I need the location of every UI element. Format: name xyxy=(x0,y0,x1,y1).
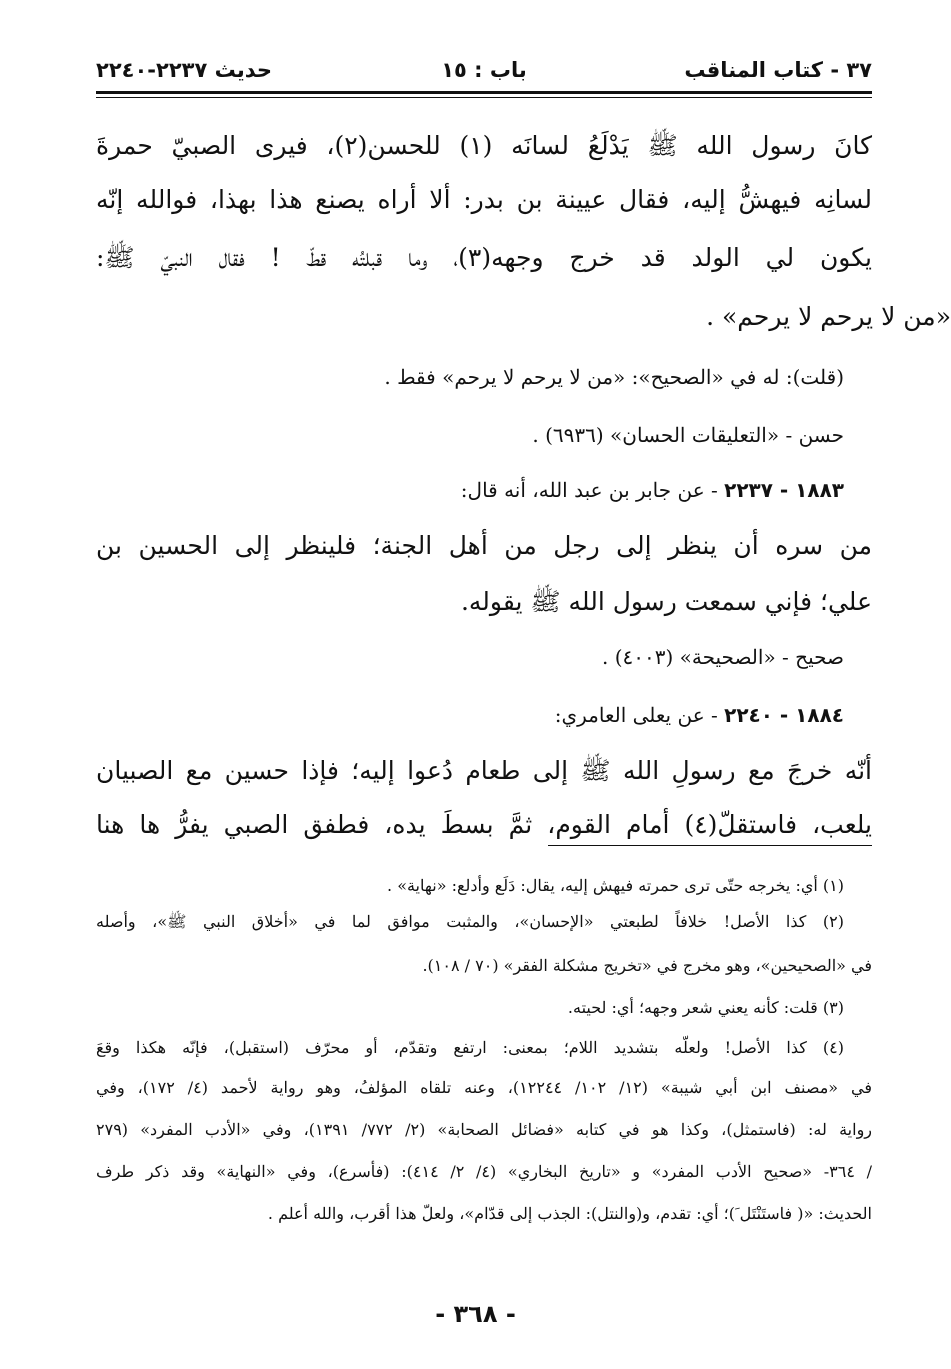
footnote-4-line-3: رواية له: (فاستمثل)، وكذا هو في كتابه «فضائل الصحابة» (٢/ ٧٧٢/ ١٣٩١)، وفي «الأدب المفرد» (٢٧٩ xyxy=(96,1120,873,1139)
footnote-1: (١) أي: يخرجه حتّى ترى حمرته فيهش إليه، يقال: دَلَع وأدلع: «نهاية» . xyxy=(387,876,844,895)
footnote-4-line-2: في «مصنف ابن أبي شيبة» (١٢/ ١٠٢/ ١٢٢٤٤)، وعنه تلقاه المؤلفُ، وهو رواية لأحمد (٤/ ١٧٢)، وفي xyxy=(96,1078,872,1097)
hadith-heading-1883 xyxy=(96,478,844,502)
body-line-1: كانَ رسول الله ﷺ يَدْلَعُ لسانَه (١) للحسن(٢)، فيرى الصبيّ حمرةَ xyxy=(96,131,872,160)
running-header xyxy=(96,52,872,88)
header-chapter: باب : ١٥ xyxy=(441,58,527,82)
grading-line-2: صحيح - «الصحيحة» (٤٠٠٣) . xyxy=(601,645,844,669)
body-line-9: علي؛ فإني سمعت رسول الله ﷺ يقوله. xyxy=(460,587,872,616)
footnote-2-line-2: في «الصحيحين»، وهو مخرج في «تخريج مشكلة الفقر» (٧٠ / ١٠٨). xyxy=(422,956,872,975)
footnote-4-line-4: / ٣٦٤- «صحيح الأدب المفرد» و «تاريخ البخاري» (٤/ ٢/ ٤١٤): (فأسرع)، وفي «النهاية» وقد ذكر طرف xyxy=(96,1162,873,1181)
hadith-heading-1884 xyxy=(96,703,844,727)
header-rule-thin xyxy=(96,97,872,98)
header-hadith-range: حديث ٢٢٣٧-٢٢٤٠ xyxy=(96,58,272,82)
hadith-number-1884: ١٨٨٤ - ٢٢٤٠ xyxy=(724,703,844,727)
header-book-title: ٣٧ - كتاب المناقب xyxy=(684,58,872,82)
footnote-separator xyxy=(548,845,872,846)
header-rule-thick xyxy=(96,91,872,94)
footnote-4-line-1: (٤) كذا الأصل! ولعلّه بتشديد اللام؛ بمعنى: ارتفع وتقدّم، أو محرّف (استقبل)، فإنّه هكذا وقعَ xyxy=(96,1038,844,1057)
footnote-4-line-5: الحديث: «( فاستَنْتَل َ)؛ أي: تقدم، و(والنتل): الجذب إلى قدّام»، ولعلّ هذا أقرب، والله أعلم . xyxy=(267,1204,872,1223)
note-line: (قلت): له في «الصحيح»: «من لا يرحم لا يرحم» فقط . xyxy=(384,365,844,389)
page-number: - ٣٦٨ - xyxy=(435,1300,516,1328)
body-line-2: لسانِه فيهشُّ إليه، فقال عيينة بن بدر: ألا أراه يصنع هذا بهذا، فوالله إنّه xyxy=(96,185,872,214)
body-line-13: يلعب، فاستقلّ(٤) أمام القوم، ثمَّ بسطَ يده، فطفق الصبي يفرُّ ها هنا xyxy=(96,810,872,839)
body-line-8: من سره أن ينظر إلى رجل من أهل الجنة؛ فلينظر إلى الحسين بن xyxy=(96,531,872,560)
hadith-number-1883: ١٨٨٣ - ٢٢٣٧ xyxy=(724,478,844,502)
footnote-2-line-1: (٢) كذا الأصل! خلافاً لطبعتي «الإحسان»، والمثبت موافق لما في «أخلاق النبي ﷺ»، وأصله xyxy=(96,912,844,931)
body-line-12: أنّه خرجَ مع رسولِ الله ﷺ إلى طعام دُعوا إليه؛ فإذا حسين مع الصبيان xyxy=(96,756,872,785)
body-line-3: يكون لي الولد قد خرج وجهه(٣)، وما قبلتُه قطّ ! فقال النبيّ ﷺ: xyxy=(96,243,872,272)
body-line-4: «من لا يرحم لا يرحم» . xyxy=(706,302,951,331)
hadith-isnad-1884: - عن يعلى العامري: xyxy=(554,703,718,727)
footnote-3: (٣) قلت: كأنه يعني شعر وجهه؛ أي: لحيته. xyxy=(567,998,844,1017)
grading-line-1: حسن - «التعليقات الحسان» (٦٩٣٦) . xyxy=(532,423,844,447)
hadith-isnad-1883: - عن جابر بن عبد الله، أنه قال: xyxy=(460,478,718,502)
